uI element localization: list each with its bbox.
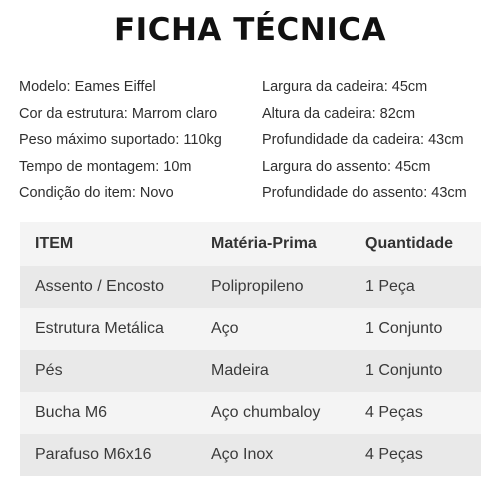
table-body	[20, 266, 481, 476]
spec-item: Largura da cadeira: 45cm	[262, 79, 428, 95]
specs-left-list	[19, 74, 222, 207]
column-header-quantity: Quantidade	[365, 235, 454, 252]
table-row	[20, 434, 481, 476]
cell-item: Parafuso M6x16	[35, 446, 152, 463]
cell-quantity: 4 Peças	[365, 404, 423, 421]
page-title: FICHA TÉCNICA	[114, 12, 386, 48]
table-header	[20, 222, 481, 266]
specs-right-list	[262, 74, 467, 207]
spec-item: Profundidade do assento: 43cm	[262, 185, 467, 201]
cell-quantity: 1 Conjunto	[365, 362, 443, 379]
spec-item: Profundidade da cadeira: 43cm	[262, 132, 464, 148]
cell-quantity: 4 Peças	[365, 446, 423, 463]
spec-item: Modelo: Eames Eiffel	[19, 79, 156, 95]
cell-material: Madeira	[211, 362, 269, 379]
spec-item: Altura da cadeira: 82cm	[262, 105, 416, 122]
cell-quantity: 1 Conjunto	[365, 320, 443, 337]
cell-material: Aço	[211, 320, 239, 337]
spec-item: Condição do item: Novo	[19, 185, 174, 201]
cell-material: Polipropileno	[211, 278, 304, 295]
spec-item: Cor da estrutura: Marrom claro	[19, 105, 218, 122]
table-row	[20, 308, 481, 350]
spec-item: Largura do assento: 45cm	[262, 158, 431, 175]
table-row	[20, 392, 481, 434]
table-row	[20, 350, 481, 392]
cell-item: Assento / Encosto	[35, 278, 164, 295]
cell-item: Pés	[35, 362, 63, 379]
spec-item: Tempo de montagem: 10m	[19, 158, 192, 175]
column-header-item: ITEM	[35, 235, 74, 252]
cell-material: Aço chumbaloy	[211, 404, 321, 421]
materials-table	[20, 222, 481, 476]
spec-item: Peso máximo suportado: 110kg	[19, 132, 222, 148]
table-header-row	[20, 222, 481, 266]
cell-item: Bucha M6	[35, 404, 108, 421]
column-header-material: Matéria-Prima	[211, 235, 317, 252]
cell-material: Aço Inox	[211, 446, 274, 463]
cell-item: Estrutura Metálica	[35, 320, 164, 337]
table-row	[20, 266, 481, 308]
cell-quantity: 1 Peça	[365, 278, 415, 295]
